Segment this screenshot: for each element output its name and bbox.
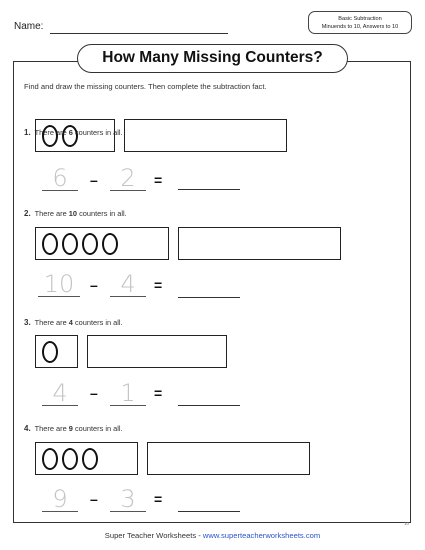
problem-3-counter-box [35, 335, 78, 368]
worksheet-title: How Many Missing Counters? [77, 44, 348, 73]
problem-4-prompt: 4. There are 9 counters in all. [24, 424, 123, 433]
problem-1-minuend-trace[interactable]: 6 [42, 166, 78, 191]
counter [62, 233, 78, 255]
problem-1-counter-box [35, 119, 115, 152]
problem-total: 10 [68, 209, 78, 218]
problem-1-subtrahend-trace[interactable]: 2 [110, 166, 146, 191]
footer-link[interactable]: www.superteacherworksheets.com [202, 531, 321, 540]
problem-4-answer-line[interactable] [178, 511, 240, 512]
counter [42, 233, 58, 255]
problem-2-draw-box[interactable] [178, 227, 341, 260]
counter [62, 125, 78, 147]
name-label: Name: [14, 21, 44, 32]
problem-3-answer-line[interactable] [178, 405, 240, 406]
name-line[interactable] [50, 33, 228, 34]
minus-sign: – [90, 385, 98, 401]
counter [42, 341, 58, 363]
counter [82, 233, 98, 255]
problem-1-answer-line[interactable] [178, 189, 240, 190]
problem-3-draw-box[interactable] [87, 335, 227, 368]
equals-sign: = [154, 491, 163, 507]
problem-total: 4 [68, 318, 73, 327]
problem-2-minuend-trace[interactable]: 10 [38, 272, 80, 297]
topic-box [308, 11, 412, 34]
counter [62, 448, 78, 470]
problem-2-subtrahend-trace[interactable]: 4 [110, 272, 146, 297]
problem-4-counter-box [35, 442, 138, 475]
problem-4-minuend-trace[interactable]: 9 [42, 487, 78, 512]
problem-number: 3. [24, 318, 31, 327]
problem-1-draw-box[interactable] [124, 119, 287, 152]
problem-3-prompt: 3. There are 4 counters in all. [24, 318, 123, 327]
problem-total: 9 [68, 424, 73, 433]
instructions: Find and draw the missing counters. Then complete the subtraction fact. [24, 82, 267, 91]
page-number: 10 [404, 521, 410, 526]
problem-1-prompt: 1. There are 6 counters in all. [24, 128, 123, 137]
counter [42, 125, 58, 147]
problem-total: 6 [68, 128, 73, 137]
problem-4-subtrahend-trace[interactable]: 3 [110, 487, 146, 512]
problem-number: 4. [24, 424, 31, 433]
footer-brand: Super Teacher Worksheets - [104, 531, 203, 540]
equals-sign: = [154, 172, 163, 188]
footer [0, 531, 425, 540]
problem-3-subtrahend-trace[interactable]: 1 [110, 381, 146, 406]
topic-title: Basic Subtraction [338, 16, 382, 22]
problem-3-minuend-trace[interactable]: 4 [42, 381, 78, 406]
counter [42, 448, 58, 470]
problem-2-counter-box [35, 227, 169, 260]
counter [82, 448, 98, 470]
minus-sign: – [90, 172, 98, 188]
problem-2-prompt: 2. There are 10 counters in all. [24, 209, 127, 218]
minus-sign: – [90, 491, 98, 507]
problem-4-draw-box[interactable] [147, 442, 310, 475]
minus-sign: – [90, 277, 98, 293]
problem-number: 2. [24, 209, 31, 218]
equals-sign: = [154, 385, 163, 401]
problem-number: 1. [24, 128, 31, 137]
equals-sign: = [154, 277, 163, 293]
topic-subtitle: Minuends to 10, Answers to 10 [321, 24, 399, 30]
problem-2-answer-line[interactable] [178, 297, 240, 298]
counter [102, 233, 118, 255]
